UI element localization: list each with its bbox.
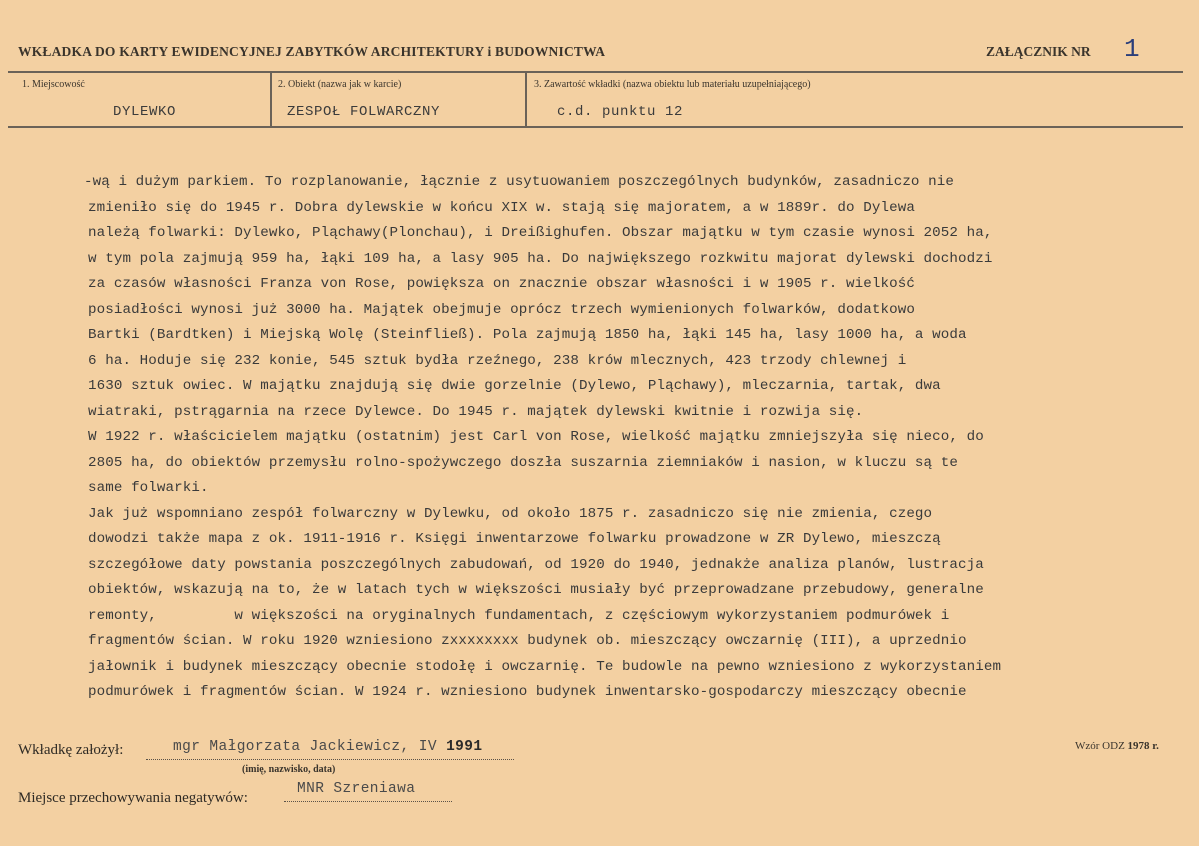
storage-value: MNR Szreniawa <box>297 781 416 797</box>
author-caption: (imię, nazwisko, data) <box>242 764 336 775</box>
header-top-rule <box>8 71 1183 73</box>
body-line: -wą i dużym parkiem. To rozplanowanie, łącznie z usytuowaniem poszczególnych budynków, zasadniczo nie <box>84 174 955 190</box>
body-line: dowodzi także mapa z ok. 1911-1916 r. Księgi inwentarzowe folwarku prowadzone w ZR Dylewo, mieszczą <box>88 531 941 547</box>
body-line: 2805 ha, do obiektów przemysłu rolno-spożywczego doszła suszarnia ziemniaków i nasion, w kluczu są te <box>88 454 959 471</box>
author-label: Wkładkę założył: <box>18 742 124 758</box>
body-line: należą folwarki: Dylewko, Pląchawy(Plonchau), i Dreißighufen. Obszar majątku w tym czasie wynosi 2052 ha, <box>88 225 993 241</box>
author-name: mgr Małgorzata Jackiewicz, IV <box>173 739 437 755</box>
header-bottom-rule <box>8 126 1183 128</box>
object-caption: 2. Obiekt (nazwa jak w karcie) <box>278 79 402 90</box>
storage-underline <box>284 801 452 802</box>
body-line: fragmentów ścian. W roku 1920 wzniesiono zxxxxxxxx budynek ob. mieszczący owczarnię (III), a uprzednio <box>88 633 967 649</box>
field-divider-1 <box>270 73 272 126</box>
annex-number: 1 <box>1124 34 1140 64</box>
object-value: ZESPOŁ FOLWARCZNY <box>287 104 441 120</box>
typed-body-text <box>84 170 1188 706</box>
locality-value: DYLEWKO <box>113 104 177 120</box>
body-line: W 1922 r. właścicielem majątku (ostatnim) jest Carl von Rose, wielkość majątku zmniejszyła się nieco, do <box>88 429 984 445</box>
body-line: jałownik i budynek mieszczący obecnie stodołę i owczarnię. Te budowle na pewno wzniesiono z wykorzystaniem <box>88 658 1002 675</box>
locality-caption: 1. Miejscowość <box>22 79 85 90</box>
body-line: za czasów własności Franza von Rose, powiększa on znacznie obszar własności i w 1905 r. wielkość <box>88 276 915 292</box>
body-line: 6 ha. Hoduje się 232 konie, 545 sztuk bydła rzeźnego, 238 krów mlecznych, 423 trzody chlewnej i <box>88 352 907 369</box>
body-line: szczegółowe daty powstania poszczególnych zabudowań, od 1920 do 1940, jednakże analiza planów, lustracja <box>88 556 984 573</box>
storage-label: Miejsce przechowywania negatywów: <box>18 790 248 806</box>
field-divider-2 <box>525 73 527 126</box>
annex-label: ZAŁĄCZNIK NR <box>986 44 1091 59</box>
author-value <box>173 739 482 755</box>
body-line: podmurówek i fragmentów ścian. W 1924 r. wzniesiono budynek inwentarsko-gospodarczy mieszczący obecnie <box>88 684 967 700</box>
body-line: remonty, w większości na oryginalnych fundamentach, z częściowym wykorzystaniem podmurówek i <box>88 607 950 624</box>
body-line: 1630 sztuk owiec. W majątku znajdują się dwie gorzelnie (Dylewo, Pląchawy), mleczarnia, tartak, dwa <box>88 378 941 394</box>
form-code-prefix: Wzór ODZ <box>1075 740 1125 752</box>
body-line: Jak już wspomniano zespół folwarczny w Dylewku, od około 1875 r. zasadniczo się nie zmienia, czego <box>88 505 933 522</box>
content-caption: 3. Zawartość wkładki (nazwa obiektu lub materiału uzupełniającego) <box>534 79 811 90</box>
form-title: WKŁADKA DO KARTY EWIDENCYJNEJ ZABYTKÓW ARCHITEKTURY i BUDOWNICTWA <box>18 44 606 59</box>
body-line: zmieniło się do 1945 r. Dobra dylewskie w końcu XIX w. stają się majoratem, a w 1889r. do Dylewa <box>88 199 915 216</box>
author-year: 1991 <box>446 739 483 755</box>
author-underline <box>146 759 514 760</box>
body-line: w tym pola zajmują 959 ha, łąki 109 ha, a lasy 905 ha. Do największego rozkwitu majorat dylewski dochodzi <box>88 250 993 267</box>
body-line: obiektów, wskazują na to, że w latach tych w większości musiały być przeprowadzane przebudowy, generalne <box>88 582 984 598</box>
body-line: posiadłości wynosi już 3000 ha. Majątek obejmuje oprócz trzech wymienionych folwarków, dodatkowo <box>88 301 915 318</box>
body-line: wiatraki, pstrągarnia na rzece Dylewce. Do 1945 r. majątek dylewski kwitnie i rozwija się. <box>88 403 864 420</box>
form-code <box>1075 740 1159 752</box>
form-code-year: 1978 r. <box>1127 740 1159 752</box>
body-line: same folwarki. <box>88 480 209 496</box>
body-line: Bartki (Bardtken) i Miejską Wolę (Steinfließ). Pola zajmują 1850 ha, łąki 145 ha, lasy 1000 ha, a woda <box>88 327 967 343</box>
content-value: c.d. punktu 12 <box>557 104 684 120</box>
